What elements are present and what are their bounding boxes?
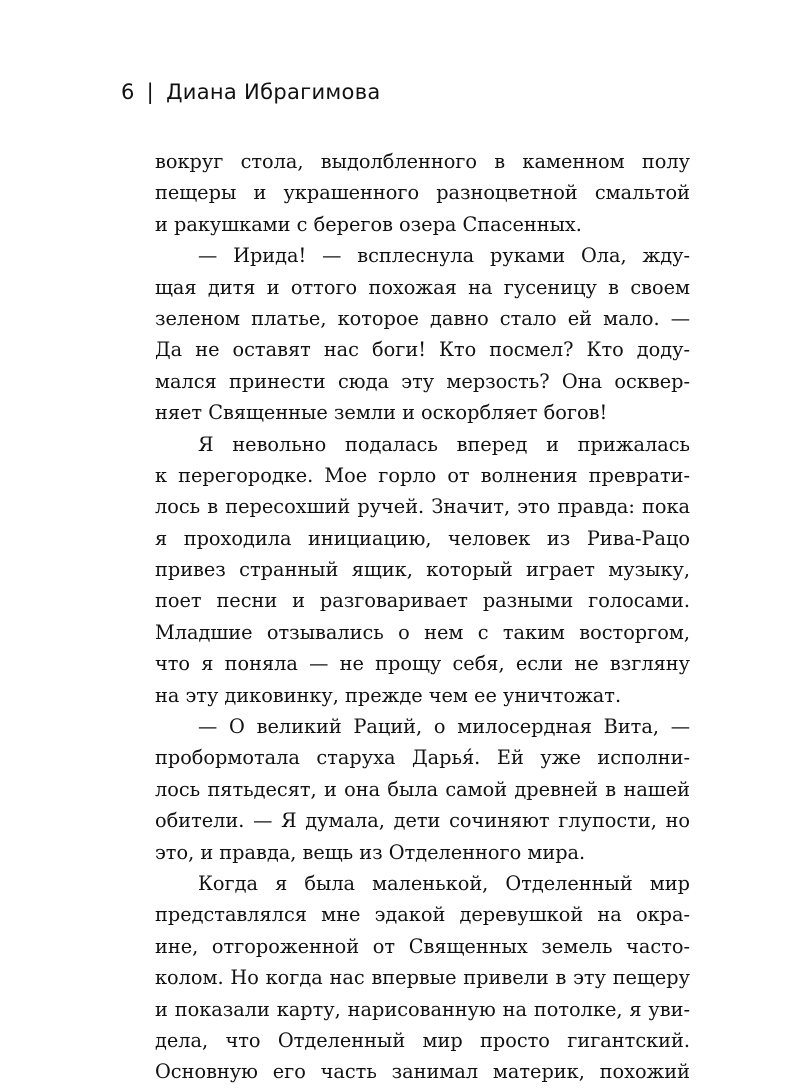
- text-line: щая дитя и оттого похожая на гусеницу в своем: [155, 275, 690, 299]
- text-line: няет Священные земли и оскорбляет богов!: [155, 401, 608, 425]
- text-line: Да не оставят нас боги! Кто посмел? Кто доду-: [155, 338, 690, 362]
- text-line: зеленом платье, которое давно стало ей мало. —: [155, 306, 690, 330]
- text-line: я проходила инициацию, человек из Рива-Рацо: [155, 526, 690, 550]
- text-line: вокруг стола, выдолбленного в каменном полу: [155, 150, 690, 173]
- text-line: — О великий Раций, о милосердная Вита, —: [198, 715, 690, 739]
- text-line: лось в пересохший ручей. Значит, это правда: пока: [155, 495, 690, 519]
- text-line: на эту диковинку, прежде чем ее уничтожат.: [155, 683, 622, 707]
- text-line: — Ирида! — всплеснула руками Ола, жду-: [198, 244, 690, 268]
- text-line: привез странный ящик, который играет музыку,: [155, 558, 690, 582]
- text-line: пробормотала старуха Дарья́. Ей уже исполни-: [155, 746, 690, 770]
- running-head: [121, 80, 381, 104]
- text-line: пещеры и украшенного разноцветной смальтой: [155, 181, 690, 205]
- text-line: ине, отгороженной от Священных земель часто-: [155, 934, 690, 958]
- text-line: это, и правда, вещь из Отделенного мира.: [155, 840, 586, 864]
- text-line: представлялся мне эдакой деревушкой на окра-: [155, 903, 690, 927]
- text-line: Когда я была маленькой, Отделенный мир: [198, 871, 690, 895]
- header-separator: |: [146, 80, 155, 104]
- text-line: что я поняла — не прощу себя, если не взгляну: [155, 652, 690, 676]
- page-number: 6: [121, 80, 135, 104]
- text-line: Я невольно подалась вперед и прижалась: [198, 432, 690, 456]
- text-line: поет песни и разговаривает разными голосами.: [155, 589, 690, 613]
- text-line: Основную его часть занимал материк, похожий: [155, 1060, 690, 1084]
- author-name: Диана Ибрагимова: [166, 80, 381, 104]
- text-line: и ракушками с берегов озера Спасенных.: [155, 212, 582, 236]
- text-line: лось пятьдесят, и она была самой древней в нашей: [155, 777, 690, 801]
- text-line: и показали карту, нарисованную на потолке, я уви-: [155, 997, 690, 1021]
- text-line: Младшие отзывались о нем с таким восторгом,: [155, 620, 690, 644]
- text-line: мался принести сюда эту мерзость? Она осквер-: [155, 369, 690, 393]
- body-text: [155, 146, 690, 1088]
- text-line: дела, что Отделенный мир просто гигантский.: [155, 1028, 690, 1052]
- text-line: к перегородке. Мое горло от волнения преврати-: [155, 463, 690, 487]
- text-line: обители. — Я думала, дети сочиняют глупости, но: [155, 809, 690, 833]
- text-line: колом. Но когда нас впервые привели в эту пещеру: [155, 966, 690, 990]
